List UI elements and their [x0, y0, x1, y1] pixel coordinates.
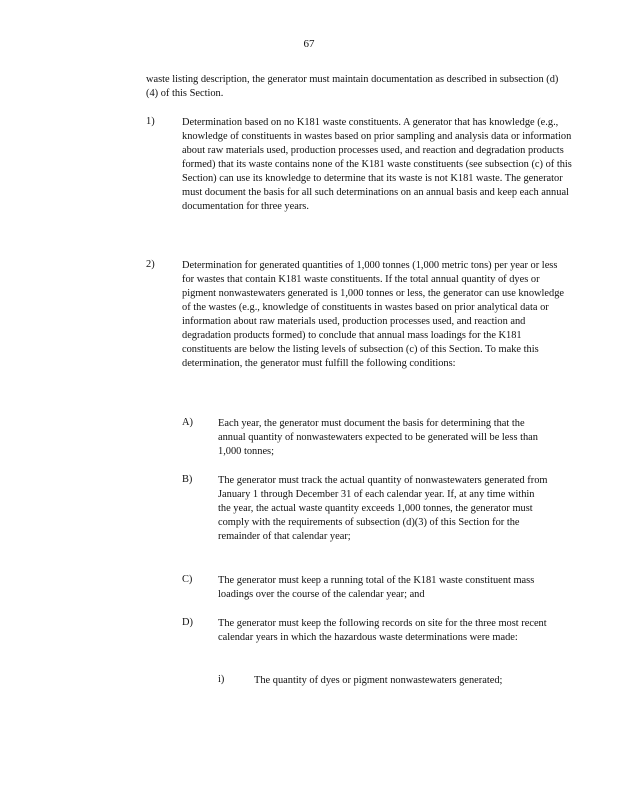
subitem-marker-d: D)	[182, 617, 193, 628]
subitem-marker-b: B)	[182, 474, 193, 485]
subitem-marker-a: A)	[182, 417, 193, 428]
subitem-text-a: Each year, the generator must document the basis for determining that the annual quantity of nonwastewaters expected to be generated will be less than 1,000 tonnes;	[218, 418, 538, 457]
roman-marker-i: i)	[218, 674, 225, 685]
list-text-2: Determination for generated quantities of 1,000 tonnes (1,000 metric tons) per year or less for wastes that contain K181 waste constituents. If the total annual quantity of dyes or pigment nonwastewaters generated is 1,000 tonnes or less, the generator can use knowledge of the wastes (e.g., knowledge of constituents in wastes based on prior analytical data or information about raw materials used, production processes used, and reaction and degradation products formed) to conclude that annual mass loadings for the K181 constituents are below the listing levels of subsection (c) of this Section. To make this determination, the generator must fulfill the following conditions:	[182, 260, 565, 369]
list-marker-2: 2)	[146, 259, 155, 270]
roman-text-i: The quantity of dyes or pigment nonwastewaters generated;	[254, 675, 503, 686]
subitem-marker-c: C)	[182, 574, 193, 585]
subitem-text-d: The generator must keep the following records on site for the three most recent calendar years in which the hazardous waste determinations were made:	[218, 618, 547, 643]
intro-paragraph: waste listing description, the generator must maintain documentation as described in subsection (d)(4) of this Section.	[146, 74, 559, 99]
subitem-text-b: The generator must track the actual quantity of nonwastewaters generated from January 1 through December 31 of each calendar year. If, at any time within the year, the actual waste quantity exceeds 1,000 tonnes, the generator must comply with the requirements of subsection (d)(3) of this Section for the remainder of that calendar year;	[218, 475, 548, 542]
subitem-text-c: The generator must keep a running total of the K181 waste constituent mass loadings over the course of the calendar year; and	[218, 575, 535, 600]
list-text-1: Determination based on no K181 waste constituents. A generator that has knowledge (e.g., knowledge of constituents in wastes based on prior sampling and analysis data or information about raw materials used, production processes used, and reaction and degradation products formed) that its waste contains none of the K181 waste constituents (see subsection (c) of this Section) can use its knowledge to determine that its waste is not K181 waste. The generator must document the basis for all such determinations on an annual basis and keep each annual documentation for three years.	[182, 117, 572, 212]
list-marker-1: 1)	[146, 116, 155, 127]
page-number: 67	[303, 38, 315, 50]
